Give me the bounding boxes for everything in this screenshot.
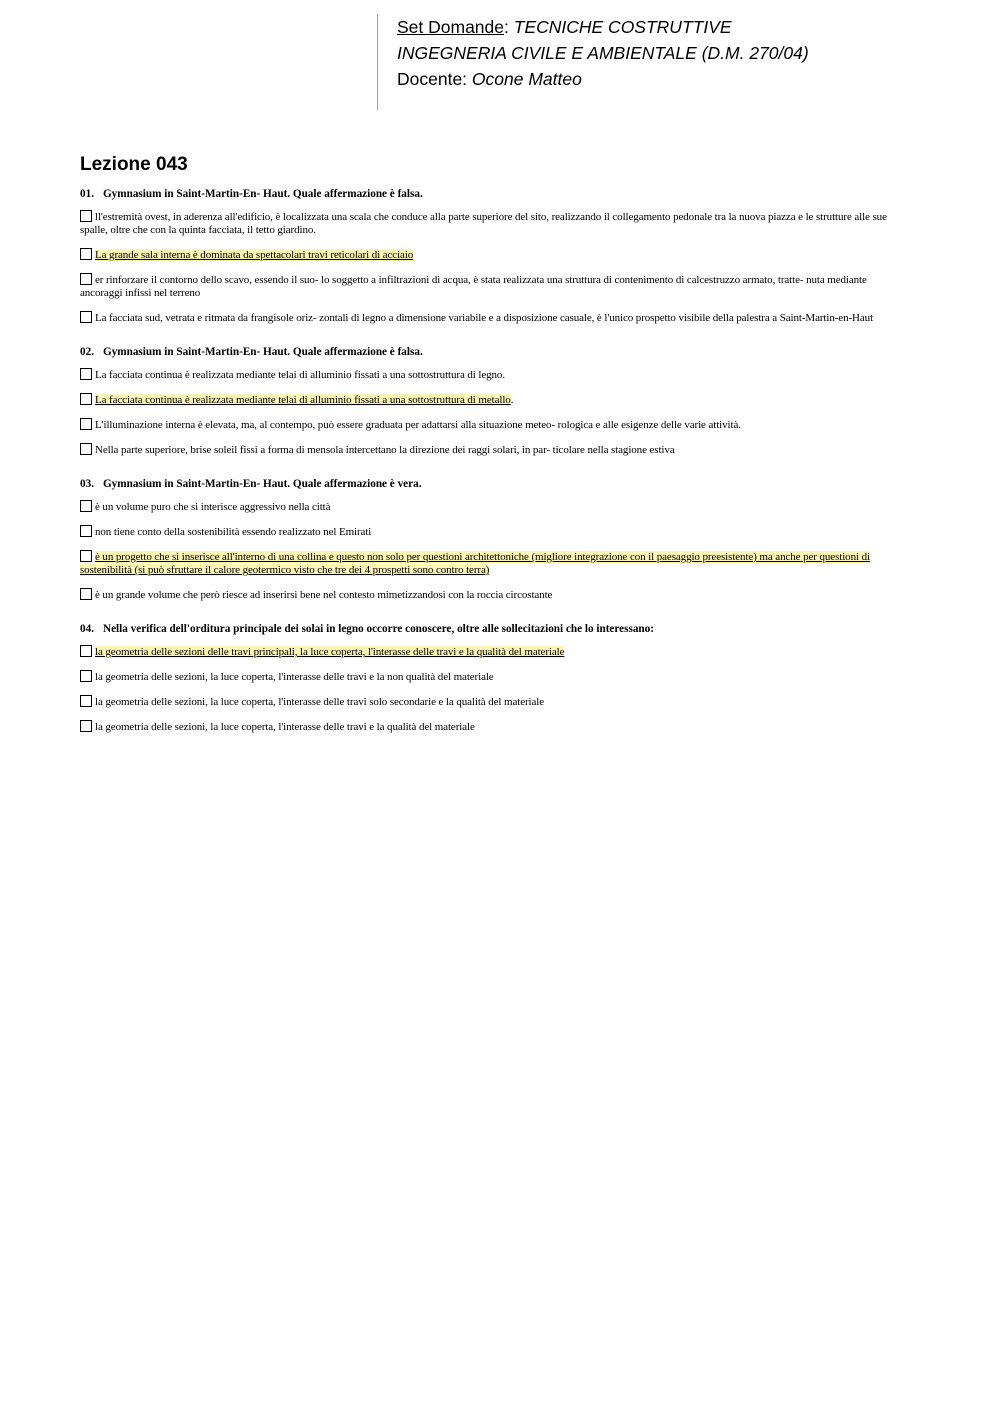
answer-option <box>80 443 902 457</box>
answer-text: non tiene conto della sostenibilità essendo realizzato nel Emirati <box>95 526 372 538</box>
answer-text: è un volume puro che si interisce aggressivo nella città <box>95 501 331 513</box>
checkbox-icon[interactable] <box>80 500 92 512</box>
answer-option <box>80 273 902 300</box>
checkbox-icon[interactable] <box>80 273 92 285</box>
checkbox-icon[interactable] <box>80 393 92 405</box>
question-text: Gymnasium in Saint-Martin-En- Haut. Quale affermazione è falsa. <box>102 188 423 200</box>
question-text: Gymnasium in Saint-Martin-En- Haut. Quale affermazione è falsa. <box>102 346 423 358</box>
question-number: 02. <box>80 346 94 358</box>
answer-option <box>80 720 902 734</box>
answer-option <box>80 248 902 262</box>
answer-text: la geometria delle sezioni, la luce coperta, l'interasse delle travi e la non qualità del materiale <box>95 671 494 683</box>
checkbox-icon[interactable] <box>80 720 92 732</box>
checkbox-icon[interactable] <box>80 248 92 260</box>
question-title <box>80 622 902 636</box>
highlighted-answer-text: la geometria delle sezioni delle travi principali, la luce coperta, l'interasse delle travi e la qualità del materiale <box>95 646 565 658</box>
question-title <box>80 345 902 359</box>
document-header <box>377 14 809 110</box>
question-list <box>80 187 902 754</box>
question-title <box>80 477 902 491</box>
checkbox-icon[interactable] <box>80 550 92 562</box>
answer-option <box>80 210 902 237</box>
checkbox-icon[interactable] <box>80 368 92 380</box>
question-block <box>80 345 902 457</box>
checkbox-icon[interactable] <box>80 695 92 707</box>
answer-text: ll'estremità ovest, in aderenza all'edificio, è localizzata una scala che conduce alla parte superiore del sito, realizzando il collegamento pedonale tra la nuova piazza e le strutture alle sue spalle, oltre che con la quinta facciata, il tetto giardino. <box>80 211 887 236</box>
question-block <box>80 477 902 602</box>
question-title <box>80 187 902 201</box>
degree-name: INGEGNERIA CIVILE E AMBIENTALE (D.M. 270/04) <box>397 43 809 63</box>
checkbox-icon[interactable] <box>80 645 92 657</box>
set-separator: : <box>504 17 514 37</box>
question-text: Nella verifica dell'orditura principale dei solai in legno occorre conoscere, oltre alle sollecitazioni che lo interessano: <box>102 623 654 635</box>
header-set-line <box>397 14 809 40</box>
answer-suffix: . <box>510 394 514 406</box>
answer-text: La facciata continua è realizzata mediante telai di alluminio fissati a una sottostruttura di legno. <box>95 369 505 381</box>
highlighted-answer-text: La facciata continua è realizzata mediante telai di alluminio fissati a una sottostruttura di metallo <box>95 394 511 406</box>
question-number: 04. <box>80 623 94 635</box>
answer-text: la geometria delle sezioni, la luce coperta, l'interasse delle travi e la qualità del materiale <box>95 721 475 733</box>
answer-text: L'illuminazione interna è elevata, ma, al contempo, può essere graduata per adattarsi alla situazione meteo- rologica e alle esigenze delle varie attività. <box>95 419 741 431</box>
answer-text: er rinforzare il contorno dello scavo, essendo il suo- lo soggetto a infiltrazioni di acqua, è stata realizzata una struttura di contenimento di calcestruzzo armato, tratte- nuta mediante ancoraggi infissi nel terreno <box>80 274 867 299</box>
highlighted-answer-text: La grande sala interna è dominata da spettacolari travi reticolari di acciaio <box>95 249 414 261</box>
answer-option <box>80 500 902 514</box>
question-block <box>80 622 902 734</box>
checkbox-icon[interactable] <box>80 443 92 455</box>
checkbox-icon[interactable] <box>80 418 92 430</box>
answer-text: la geometria delle sezioni, la luce coperta, l'interasse delle travi solo secondarie e la qualità del materiale <box>95 696 545 708</box>
lesson-title: Lezione 043 <box>80 154 188 175</box>
question-number: 03. <box>80 478 94 490</box>
question-number: 01. <box>80 188 94 200</box>
checkbox-icon[interactable] <box>80 311 92 323</box>
answer-option <box>80 368 902 382</box>
answer-option <box>80 645 902 659</box>
set-label: Set Domande <box>397 17 505 37</box>
question-text: Gymnasium in Saint-Martin-En- Haut. Quale affermazione è vera. <box>102 478 422 490</box>
highlighted-answer-text: è un progetto che si inserisce all'interno di una collina e questo non solo per questioni architettoniche (migliore integrazione con il paesaggio preesistente) ma anche per questioni di sostenibilità (si può sfruttare il calore geotermico visto che tre dei 4 prospetti sono contro terra) <box>80 551 870 576</box>
header-teacher-line <box>397 66 809 92</box>
answer-option <box>80 311 902 325</box>
answer-option <box>80 550 902 577</box>
checkbox-icon[interactable] <box>80 210 92 222</box>
answer-option <box>80 670 902 684</box>
answer-text: è un grande volume che però riesce ad inserirsi bene nel contesto mimetizzandosi con la roccia circostante <box>95 589 553 601</box>
answer-option <box>80 393 902 407</box>
checkbox-icon[interactable] <box>80 670 92 682</box>
answer-text: La facciata sud, vetrata e ritmata da frangisole oriz- zontali di legno a dimensione variabile e a disposizione casuale, è l'unico prospetto visibile della palestra a Saint-Martin-en-Haut <box>95 312 874 324</box>
answer-option <box>80 588 902 602</box>
header-degree-line <box>397 40 809 66</box>
checkbox-icon[interactable] <box>80 588 92 600</box>
answer-option <box>80 695 902 709</box>
question-block <box>80 187 902 325</box>
checkbox-icon[interactable] <box>80 525 92 537</box>
teacher-label: Docente: <box>397 69 472 89</box>
teacher-name: Ocone Matteo <box>471 69 582 89</box>
answer-option <box>80 418 902 432</box>
course-name: TECNICHE COSTRUTTIVE <box>513 17 732 37</box>
answer-text: Nella parte superiore, brise soleil fissi a forma di mensola intercettano la direzione dei raggi solari, in par- ticolare nella stagione estiva <box>95 444 675 456</box>
answer-option <box>80 525 902 539</box>
